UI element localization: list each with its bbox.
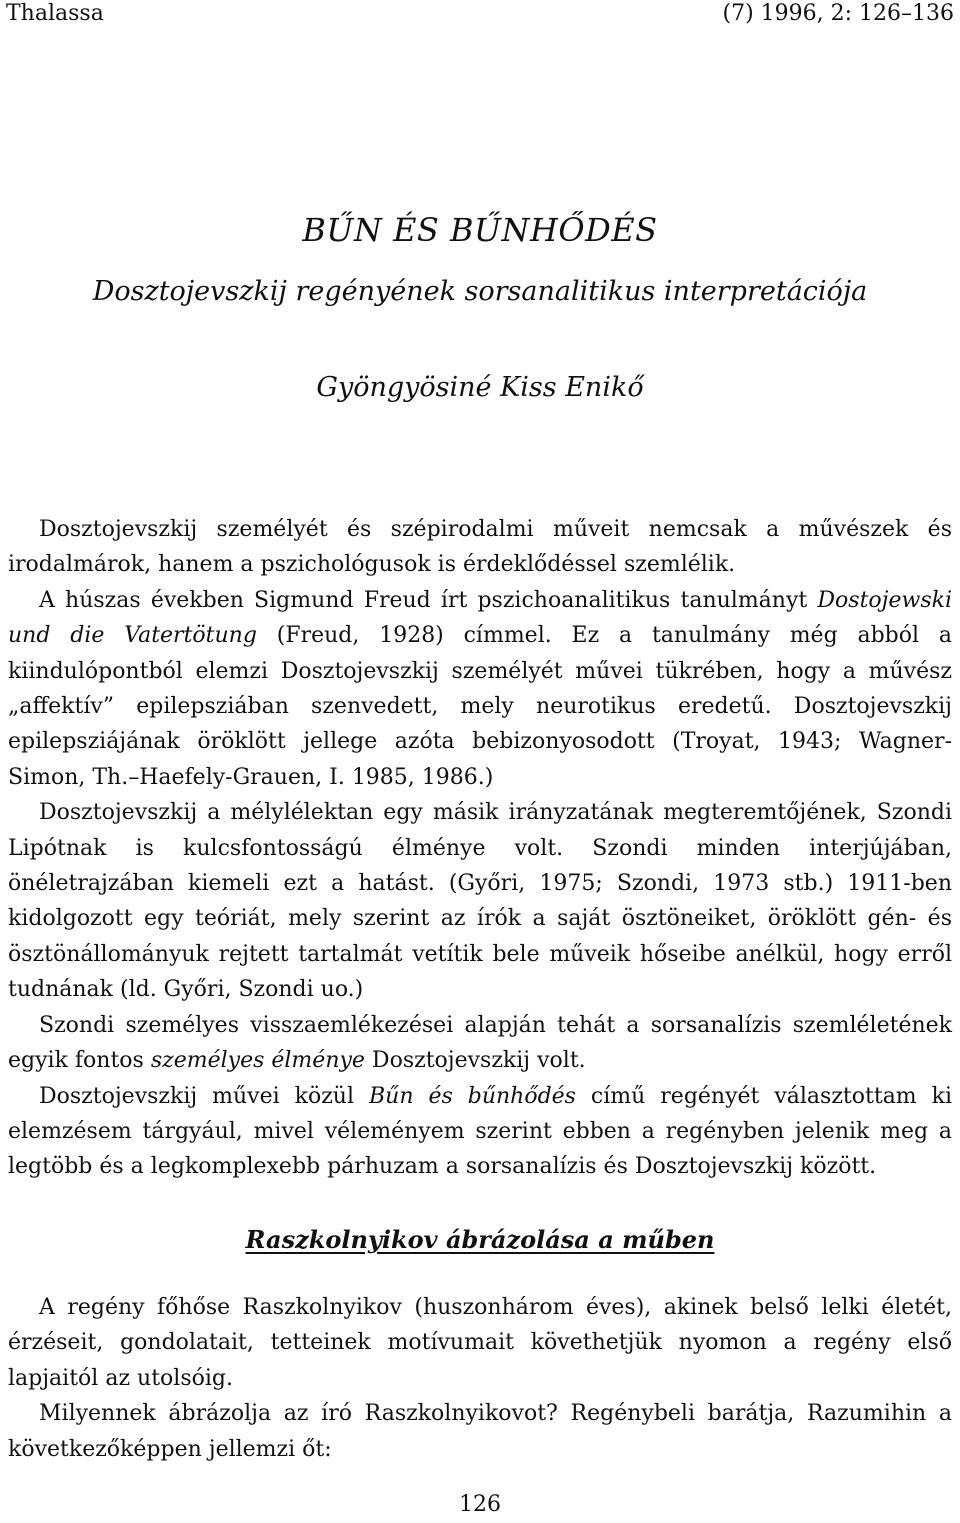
paragraph bbox=[8, 1079, 952, 1185]
paragraph bbox=[8, 583, 952, 795]
paragraph-text: A húszas években Sigmund Freud írt pszichoanalitikus tanulmányt bbox=[39, 587, 818, 613]
article-subtitle: Dosztojevszkij regényének sorsanalitikus interpretációja bbox=[92, 276, 868, 307]
article-body bbox=[8, 512, 952, 1185]
paragraph: Dosztojevszkij személyét és szépirodalmi műveit nemcsak a művészek és irodalmárok, hanem a pszichológusok is érdeklődéssel szemlélik. bbox=[8, 517, 952, 578]
article-title: BŰN ÉS BŰNHŐDÉS bbox=[302, 211, 658, 249]
paragraph-text: Dosztojevszkij volt. bbox=[364, 1048, 586, 1074]
paragraph: Milyennek ábrázolja az író Raszkolnyikovot? Regénybeli barátja, Razumihin a következőképpen jellemzi őt: bbox=[8, 1401, 952, 1462]
paragraph-text: Dosztojevszkij művei közül bbox=[39, 1083, 369, 1109]
paragraph: Dosztojevszkij a mélylélektan egy másik irányzatának megteremtőjének, Szondi Lipótnak is kulcsfontosságú élménye volt. Szondi minden interjújában, önéletrajzában kiemeli ezt a hatást. (Győri, 1975; Szondi, 1973 stb.) 1911-ben kidolgozott egy teóriát, mely szerint az írók a saját ösztöneiket, öröklött gén- és ösztönállományuk rejtett tartalmát vetítik bele műveik hőseibe anélkül, hogy erről tudnának (ld. Győri, Szondi uo.) bbox=[8, 800, 952, 1003]
paragraph bbox=[8, 1008, 952, 1079]
paragraph-text: Szondi személyes visszaemlékezései alapján tehát a sorsanalízis szemléletének egyik fontos bbox=[8, 1012, 952, 1074]
paragraph-text: (Freud, 1928) címmel. Ez a tanulmány még abból a kiindulópontból elemzi Dosztojevszkij személyét művei tükrében, hogy a művész „affektív” epilepsziában szenvedett, mely neurotikus eredetű. Dosztojevszkij epilepsziájának öröklött jellege azóta bebizonyosodott (Troyat, 1943; Wagner-Simon, Th.–Haefely-Grauen, I. 1985, 1986.) bbox=[8, 623, 952, 790]
novel-title: Bűn és bűnhődés bbox=[368, 1083, 576, 1109]
running-head bbox=[6, 0, 954, 28]
citation: (7) 1996, 2: 126–136 bbox=[722, 1, 954, 26]
article-author: Gyöngyösiné Kiss Enikő bbox=[316, 372, 644, 403]
section-body bbox=[8, 1290, 952, 1467]
section-heading: Raszkolnyikov ábrázolása a műben bbox=[245, 1225, 715, 1254]
cited-work-title: Dostojewski und die Vatertötung bbox=[8, 587, 952, 649]
paragraph: A regény főhőse Raszkolnyikov (huszonhárom éves), akinek belső lelki életét, érzéseit, gondolatait, tetteinek motívumait követhetjük nyomon a regény első lapjaitól az utolsóig. bbox=[8, 1295, 952, 1391]
journal-name: Thalassa bbox=[6, 1, 104, 26]
paragraph-text: című regényét választottam ki elemzésem tárgyául, mivel véleményem szerint ebben a regényben jelenik meg a legtöbb és a legkomplexebb párhuzam a sorsanalízis és Dosztojevszkij között. bbox=[8, 1083, 953, 1180]
page-number: 126 bbox=[459, 1492, 501, 1517]
emphasis: személyes élménye bbox=[150, 1048, 365, 1074]
